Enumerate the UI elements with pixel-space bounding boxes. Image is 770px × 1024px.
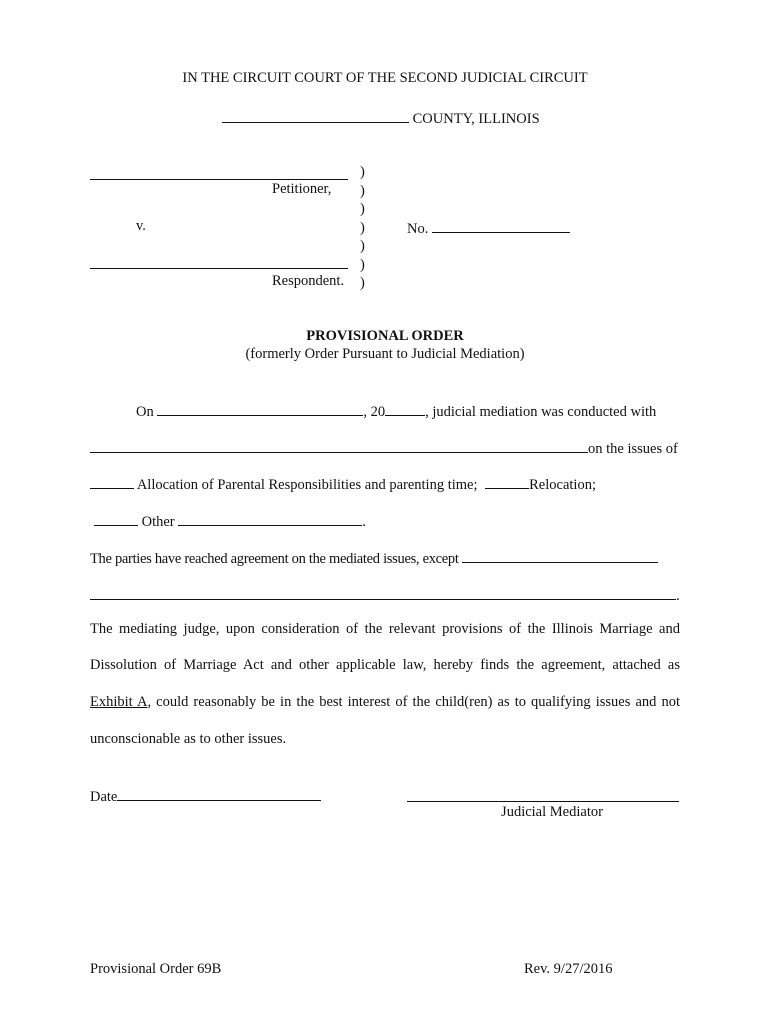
other-check-blank[interactable]	[94, 511, 138, 526]
paren-mark: )	[360, 238, 365, 254]
revision-date: Rev. 9/27/2016	[524, 961, 613, 977]
allocation-check-blank[interactable]	[90, 474, 134, 489]
conducted-with-text: , judicial mediation was conducted with	[425, 404, 657, 420]
court-heading: IN THE CIRCUIT COURT OF THE SECOND JUDICIAL CIRCUIT	[182, 70, 588, 86]
year-blank[interactable]	[385, 401, 425, 416]
case-number-blank[interactable]	[432, 218, 570, 233]
versus-label: v.	[136, 218, 146, 234]
mediated-with-line	[90, 438, 678, 458]
case-number-label: No.	[407, 221, 429, 237]
paren-mark: )	[360, 275, 365, 291]
order-subtitle: (formerly Order Pursuant to Judicial Mediation)	[245, 346, 525, 362]
relocation-text: Relocation;	[529, 477, 596, 493]
findings-line-2: Dissolution of Marriage Act and other applicable law, hereby finds the agreement, attached as	[90, 657, 680, 673]
exceptions-blank-2[interactable]	[90, 585, 676, 600]
respondent-name-blank[interactable]	[90, 254, 348, 269]
date-blank[interactable]	[117, 786, 321, 801]
county-suffix: COUNTY, ILLINOIS	[412, 111, 540, 127]
date-label: Date	[90, 789, 118, 805]
mediator-label: Judicial Mediator	[501, 804, 603, 820]
other-description-blank[interactable]	[178, 511, 362, 526]
on-label: On	[136, 404, 154, 420]
paren-mark: )	[360, 182, 365, 199]
order-title: PROVISIONAL ORDER	[306, 328, 464, 344]
petitioner-label: Petitioner,	[272, 181, 332, 197]
case-number-line	[407, 218, 570, 238]
issues-line	[90, 474, 596, 494]
other-label: Other	[141, 514, 175, 530]
caption-brackets	[360, 163, 365, 293]
petitioner-name-blank[interactable]	[90, 165, 348, 180]
issues-of-text: on the issues of	[588, 441, 678, 457]
date-line	[90, 786, 321, 806]
exhibit-reference: Exhibit A	[90, 694, 148, 710]
paren-mark: )	[360, 256, 365, 273]
exceptions-line	[90, 585, 680, 605]
mediation-date-blank[interactable]	[157, 401, 363, 416]
period: .	[362, 514, 366, 530]
paren-mark: )	[360, 219, 365, 236]
findings-line-4: unconscionable as to other issues.	[90, 731, 287, 747]
agreement-text: The parties have reached agreement on the mediated issues, except	[90, 551, 459, 567]
findings-line-3-rest: , could reasonably be in the best interest of the child(ren) as to qualifying issues and not	[147, 694, 680, 710]
mediation-date-line	[136, 401, 656, 421]
paren-mark: )	[360, 201, 365, 217]
county-line	[222, 108, 540, 128]
findings-line-1: The mediating judge, upon consideration of the relevant provisions of the Illinois Marriage and	[90, 621, 680, 637]
allocation-text: Allocation of Parental Responsibilities and parenting time;	[136, 477, 478, 493]
exceptions-blank[interactable]	[462, 548, 658, 563]
relocation-check-blank[interactable]	[485, 474, 529, 489]
findings-line-3	[90, 694, 680, 711]
county-blank[interactable]	[222, 108, 409, 123]
period: .	[676, 588, 680, 604]
agreement-line	[90, 548, 658, 568]
other-line	[94, 511, 366, 531]
mediator-signature-blank[interactable]	[407, 787, 679, 802]
parties-blank[interactable]	[90, 438, 588, 453]
respondent-label: Respondent.	[272, 273, 345, 289]
year-prefix: , 20	[363, 404, 386, 420]
paren-mark: )	[360, 164, 365, 180]
form-name: Provisional Order 69B	[90, 961, 222, 977]
